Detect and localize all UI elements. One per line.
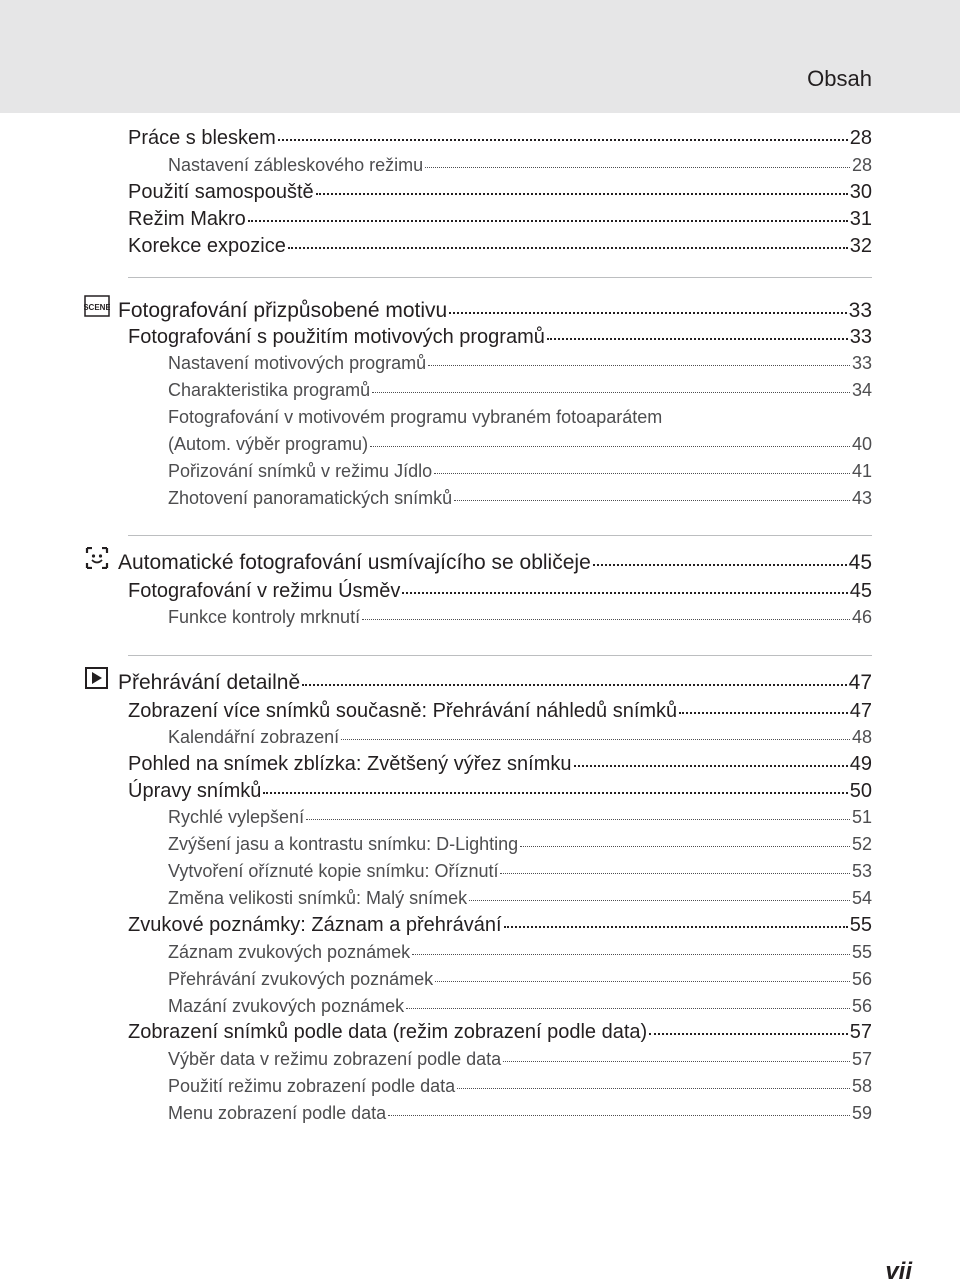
page-header-band [0,0,960,113]
leader-dots [679,712,848,714]
smile-icon [84,547,110,569]
leader-dots [302,684,847,686]
leader-dots [500,873,849,874]
scene-icon [84,295,110,317]
leader-dots [435,981,850,982]
toc-entry[interactable]: Nastavení motivových programů 33 [168,353,872,373]
leader-dots [649,1033,848,1035]
toc-entry[interactable]: Vytvoření oříznuté kopie snímku: Oříznutí 53 [168,861,872,881]
toc-entry[interactable]: Režim Makro 31 [128,208,872,230]
leader-dots [362,619,850,620]
toc-entry[interactable]: Výběr data v režimu zobrazení podle data 57 [168,1049,872,1069]
toc-section-heading[interactable]: Přehrávání detailně 47 [84,667,872,695]
leader-dots [504,926,848,928]
leader-dots [402,592,847,594]
toc-entry[interactable]: Charakteristika programů 34 [168,380,872,400]
leader-dots [574,765,848,767]
toc-entry-line1[interactable]: Fotografování v motivovém programu vybraném fotoaparátem [168,407,663,427]
toc-entry[interactable]: Funkce kontroly mrknutí 46 [168,607,872,627]
leader-dots [248,220,848,222]
toc-entry[interactable]: Použití samospouště 30 [128,181,872,203]
leader-dots [412,954,850,955]
toc-entry[interactable]: Fotografování s použitím motivových programů 33 [128,326,872,348]
leader-dots [370,446,850,447]
toc-entry[interactable]: Použití režimu zobrazení podle data 58 [168,1076,872,1096]
toc-entry[interactable]: Nastavení zábleskového režimu 28 [168,155,872,175]
leader-dots [454,500,850,501]
leader-dots [520,846,850,847]
toc-entry[interactable]: Pořizování snímků v režimu Jídlo 41 [168,461,872,481]
leader-dots [449,312,846,314]
leader-dots [288,247,848,249]
leader-dots [316,193,848,195]
toc-entry[interactable]: Změna velikosti snímků: Malý snímek 54 [168,888,872,908]
leader-dots [406,1008,850,1009]
leader-dots [341,739,850,740]
toc-entry[interactable]: Pohled na snímek zblízka: Zvětšený výřez snímku 49 [128,753,872,775]
toc-entry[interactable]: Kalendářní zobrazení 48 [168,727,872,747]
toc-entry[interactable]: Záznam zvukových poznámek 55 [168,942,872,962]
toc-entry[interactable]: (Autom. výběr programu) 40 [168,434,872,454]
toc-entry[interactable]: Úpravy snímků 50 [128,780,872,802]
toc-entry[interactable]: Fotografování v režimu Úsměv 45 [128,580,872,602]
section-divider [128,535,872,536]
leader-dots [457,1088,850,1089]
leader-dots [388,1115,850,1116]
leader-dots [372,392,850,393]
svg-text:SCENE: SCENE [84,303,110,312]
toc-entry[interactable]: Přehrávání zvukových poznámek 56 [168,969,872,989]
toc-entry[interactable]: Zvýšení jasu a kontrastu snímku: D-Lighting 52 [168,834,872,854]
toc-entry[interactable]: Zobrazení snímků podle data (režim zobrazení podle data) 57 [128,1021,872,1043]
toc-entry[interactable]: Zhotovení panoramatických snímků 43 [168,488,872,508]
leader-dots [278,139,848,141]
toc-entry[interactable]: Zobrazení více snímků současně: Přehrávání náhledů snímků 47 [128,700,872,722]
leader-dots [425,167,850,168]
section-divider [128,277,872,278]
page-number: vii [885,1258,912,1285]
leader-dots [593,564,847,566]
toc-entry[interactable]: Zvukové poznámky: Záznam a přehrávání 55 [128,914,872,936]
leader-dots [306,819,850,820]
toc-section-heading[interactable]: SCENE Fotografování přizpůsobené motivu 33 [84,295,872,323]
toc-entry[interactable]: Menu zobrazení podle data 59 [168,1103,872,1123]
toc-entry[interactable]: Mazání zvukových poznámek 56 [168,996,872,1016]
leader-dots [428,365,850,366]
leader-dots [434,473,850,474]
toc-entry[interactable]: Rychlé vylepšení 51 [168,807,872,827]
toc-entry[interactable]: Práce s bleskem 28 [128,127,872,149]
leader-dots [547,338,848,340]
leader-dots [263,792,847,794]
toc-entry[interactable]: Korekce expozice 32 [128,235,872,257]
leader-dots [503,1061,850,1062]
play-icon [84,667,110,689]
section-divider [128,655,872,656]
leader-dots [469,900,850,901]
toc-section-heading[interactable]: Automatické fotografování usmívajícího se obličeje 45 [84,547,872,575]
page-title: Obsah [807,66,872,91]
